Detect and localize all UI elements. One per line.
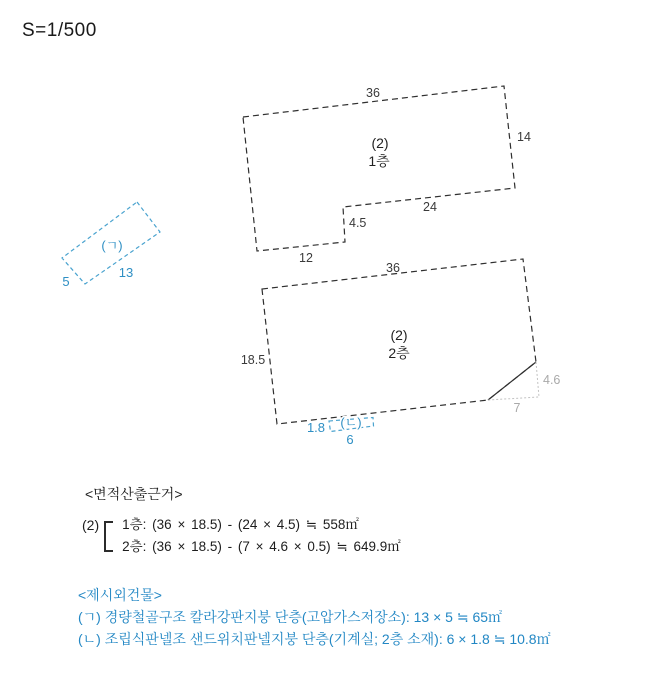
extra-buildings-line-g: (ㄱ) 경량철골구조 칼라강판지붕 단층(고압가스저장소): 13 × 5 ≒ 65㎡ bbox=[78, 609, 503, 625]
area-basis-title: <면적산출근거> bbox=[85, 486, 183, 502]
annex-g-dim-long: 13 bbox=[118, 265, 134, 280]
floor2-name-label: 2층 bbox=[388, 345, 410, 361]
floor1-dim-inner: 24 bbox=[423, 200, 437, 214]
floor1-paren-label: (2) bbox=[371, 135, 389, 151]
floor1-dim-notch: 4.5 bbox=[349, 216, 367, 230]
area-basis-lines bbox=[122, 514, 401, 558]
floor1-name-label: 1층 bbox=[368, 153, 390, 169]
bracket-symbol bbox=[104, 521, 113, 552]
floor1-dim-top: 36 bbox=[366, 86, 380, 100]
floor2-cut-diagonal bbox=[488, 362, 536, 400]
floor2-dim-cut-h: 7 bbox=[513, 401, 521, 415]
floor2-dim-cut-v: 4.6 bbox=[543, 373, 561, 387]
annex-n-dim-length: 6 bbox=[346, 432, 354, 447]
annex-n-label: (ㄴ) bbox=[340, 415, 362, 430]
extra-buildings-title: <제시외건물> bbox=[78, 587, 162, 603]
area-basis-block bbox=[82, 514, 401, 558]
area-basis-line-floor2: 2층: (36 × 18.5) - (7 × 4.6 × 0.5) ≒ 649.9㎡ bbox=[122, 539, 401, 554]
scale-label: S=1/500 bbox=[22, 20, 97, 41]
annex-g-label: (ㄱ) bbox=[101, 238, 123, 253]
area-basis-line-floor1: 1층: (36 × 18.5) - (24 × 4.5) ≒ 558㎡ bbox=[122, 517, 359, 532]
extra-buildings-line-n: (ㄴ) 조립식판넬조 샌드위치판넬지붕 단층(기계실; 2층 소재): 6 × 1.8 ≒ 10.8㎡ bbox=[78, 631, 551, 647]
floor2-paren-label: (2) bbox=[390, 327, 408, 343]
floor1-dim-bottom: 12 bbox=[299, 251, 313, 265]
floor2-dim-top: 36 bbox=[386, 261, 400, 275]
floor2-dim-left: 18.5 bbox=[240, 353, 266, 367]
annex-g-dim-short: 5 bbox=[62, 274, 70, 289]
area-basis-group-label: (2) bbox=[82, 517, 100, 533]
annex-n-dim-width: 1.8 bbox=[306, 420, 326, 435]
floor1-dim-right: 14 bbox=[517, 130, 531, 144]
